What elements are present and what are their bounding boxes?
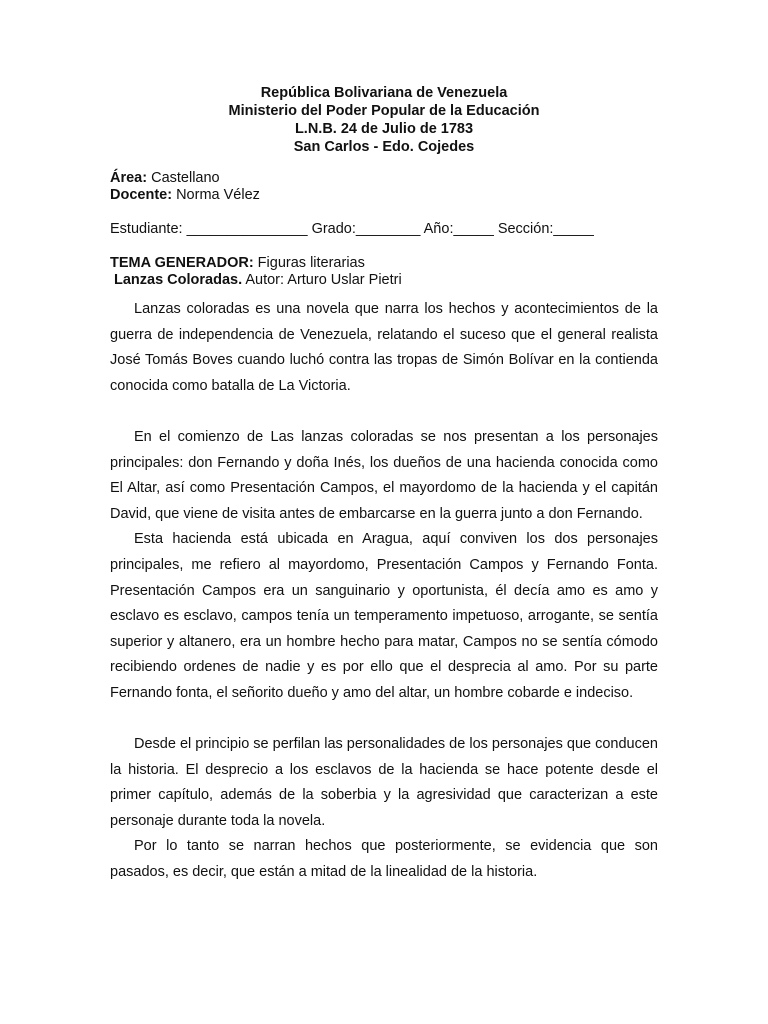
document-body	[110, 297, 658, 886]
docente-line	[110, 186, 260, 204]
area-line	[110, 169, 220, 187]
student-fields-line: Estudiante: _______________ Grado:________ Año:_____ Sección:_____	[110, 221, 594, 237]
paragraph-gap	[110, 399, 658, 425]
paragraph-gap	[110, 707, 658, 733]
tema-label: TEMA GENERADOR:	[110, 255, 254, 271]
document-header	[0, 84, 768, 156]
docente-label: Docente:	[110, 187, 173, 203]
book-title: Lanzas Coloradas.	[114, 272, 243, 288]
header-line-location: San Carlos - Edo. Cojedes	[293, 139, 475, 155]
header-line-ministerio: Ministerio del Poder Popular de la Educación	[228, 103, 540, 119]
paragraph-characters: En el comienzo de Las lanzas coloradas se nos presentan a los personajes principales: don Fernando y doña Inés, los dueños de una hacienda conocida como El Altar, así como Presentación Campos, el mayordomo de la hacienda y el capitán David, que viene de visita antes de embarcarse en la guerra junto a don Fernando.	[110, 428, 658, 522]
paragraph-conclusion: Por lo tanto se narran hechos que posteriormente, se evidencia que son pasados, es decir, que están a mitad de la linealidad de la historia.	[110, 838, 658, 881]
book-author: Autor: Arturo Uslar Pietri	[242, 272, 402, 288]
header-line-republica: República Bolivariana de Venezuela	[260, 85, 508, 101]
area-label: Área:	[110, 170, 148, 186]
tema-value: Figuras literarias	[253, 255, 365, 271]
docente-value: Norma Vélez	[172, 187, 260, 203]
tema-line	[110, 254, 365, 272]
paragraph-personalities: Desde el principio se perfilan las personalidades de los personajes que conducen la historia. El desprecio a los esclavos de la hacienda se hace potente desde el primer capítulo, además de la soberbia y la agresividad que caracterizan a este personaje durante toda la novela.	[110, 736, 658, 829]
paragraph-hacienda: Esta hacienda está ubicada en Aragua, aquí conviven los dos personajes principales, me refiero al mayordomo, Presentación Campos y Fernando Fonta. Presentación Campos era un sanguinario y oportunista, él decía amo es amo y esclavo es esclavo, campos tenía un temperamento impetuoso, arrogante, se sentía superior y altanero, era un hombre hecho para matar, Campos no se sentía cómodo recibiendo ordenes de nadie y es por ello que el desprecia al amo. Por su parte Fernando fonta, el señorito dueño y amo del altar, un hombre cobarde e indeciso.	[110, 531, 658, 701]
area-value: Castellano	[147, 170, 220, 186]
paragraph-intro: Lanzas coloradas es una novela que narra los hechos y acontecimientos de la guerra de independencia de Venezuela, relatando el suceso que el general realista José Tomás Boves cuando luchó contra las tropas de Simón Bolívar en la contienda conocida como batalla de La Victoria.	[110, 301, 658, 394]
book-line	[114, 271, 402, 289]
header-line-school: L.N.B. 24 de Julio de 1783	[294, 121, 474, 137]
